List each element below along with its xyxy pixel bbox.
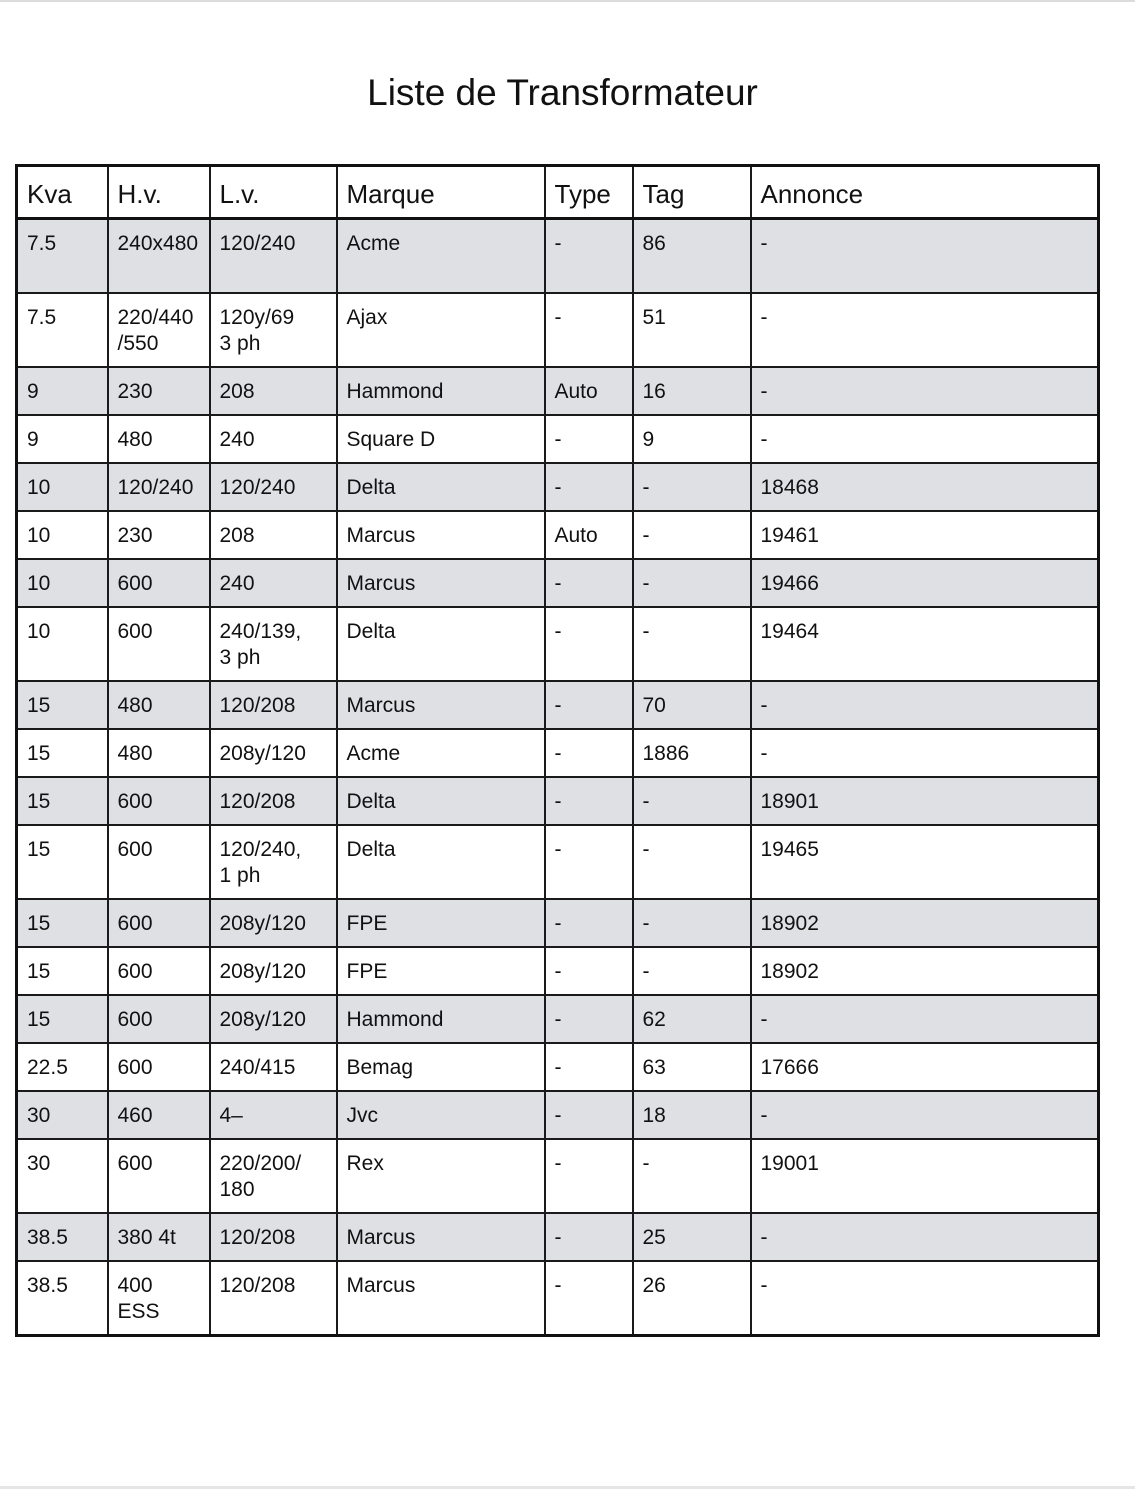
lv-cell: 208 — [210, 367, 337, 415]
lv-cell: 120/240, 1 ph — [210, 825, 337, 899]
marque-cell: FPE — [337, 899, 545, 947]
hv-cell: 600 — [108, 995, 210, 1043]
hv-cell: 380 4t — [108, 1213, 210, 1261]
marque-cell: FPE — [337, 947, 545, 995]
annonce-cell: 19466 — [751, 559, 1099, 607]
annonce-cell: - — [751, 219, 1099, 294]
tag-cell: - — [633, 511, 751, 559]
tag-cell: - — [633, 559, 751, 607]
column-header-lv: L.v. — [210, 166, 337, 219]
annonce-cell: 19461 — [751, 511, 1099, 559]
annonce-cell: - — [751, 995, 1099, 1043]
table-row — [17, 681, 1099, 729]
tag-cell: 63 — [633, 1043, 751, 1091]
table-row — [17, 899, 1099, 947]
marque-cell: Hammond — [337, 995, 545, 1043]
type-cell: - — [545, 1091, 633, 1139]
type-cell: Auto — [545, 367, 633, 415]
annonce-cell: 18468 — [751, 463, 1099, 511]
table-row — [17, 463, 1099, 511]
marque-cell: Marcus — [337, 1213, 545, 1261]
marque-cell: Acme — [337, 729, 545, 777]
table-row — [17, 947, 1099, 995]
table-row — [17, 729, 1099, 777]
table-row — [17, 1261, 1099, 1336]
hv-cell: 600 — [108, 607, 210, 681]
annonce-cell: 18902 — [751, 899, 1099, 947]
hv-cell: 230 — [108, 367, 210, 415]
lv-cell: 120/208 — [210, 1261, 337, 1336]
type-cell: - — [545, 995, 633, 1043]
table-body — [17, 219, 1099, 1336]
type-cell: - — [545, 777, 633, 825]
type-cell: - — [545, 947, 633, 995]
annonce-cell: 18902 — [751, 947, 1099, 995]
hv-cell: 480 — [108, 729, 210, 777]
kva-cell: 30 — [17, 1139, 108, 1213]
marque-cell: Jvc — [337, 1091, 545, 1139]
lv-cell: 208y/120 — [210, 729, 337, 777]
kva-cell: 15 — [17, 777, 108, 825]
hv-cell: 600 — [108, 559, 210, 607]
annonce-cell: 17666 — [751, 1043, 1099, 1091]
annonce-cell: 19465 — [751, 825, 1099, 899]
hv-cell: 460 — [108, 1091, 210, 1139]
kva-cell: 9 — [17, 367, 108, 415]
lv-cell: 208y/120 — [210, 899, 337, 947]
column-header-hv: H.v. — [108, 166, 210, 219]
table-row — [17, 607, 1099, 681]
kva-cell: 15 — [17, 899, 108, 947]
column-header-type: Type — [545, 166, 633, 219]
marque-cell: Marcus — [337, 559, 545, 607]
kva-cell: 10 — [17, 511, 108, 559]
tag-cell: 62 — [633, 995, 751, 1043]
table-row — [17, 825, 1099, 899]
table-row — [17, 415, 1099, 463]
annonce-cell: 19001 — [751, 1139, 1099, 1213]
kva-cell: 30 — [17, 1091, 108, 1139]
column-header-kva: Kva — [17, 166, 108, 219]
tag-cell: 18 — [633, 1091, 751, 1139]
annonce-cell: - — [751, 415, 1099, 463]
table-header-row — [17, 166, 1099, 219]
type-cell: - — [545, 1139, 633, 1213]
marque-cell: Acme — [337, 219, 545, 294]
hv-cell: 120/240 — [108, 463, 210, 511]
tag-cell: - — [633, 1139, 751, 1213]
type-cell: - — [545, 607, 633, 681]
kva-cell: 15 — [17, 681, 108, 729]
lv-cell: 220/200/ 180 — [210, 1139, 337, 1213]
marque-cell: Delta — [337, 825, 545, 899]
type-cell: - — [545, 681, 633, 729]
marque-cell: Hammond — [337, 367, 545, 415]
marque-cell: Marcus — [337, 511, 545, 559]
annonce-cell: - — [751, 729, 1099, 777]
marque-cell: Ajax — [337, 293, 545, 367]
type-cell: - — [545, 415, 633, 463]
type-cell: - — [545, 293, 633, 367]
lv-cell: 120/240 — [210, 463, 337, 511]
lv-cell: 120/240 — [210, 219, 337, 294]
table-row — [17, 293, 1099, 367]
type-cell: - — [545, 899, 633, 947]
lv-cell: 120/208 — [210, 681, 337, 729]
kva-cell: 10 — [17, 559, 108, 607]
annonce-cell: - — [751, 293, 1099, 367]
hv-cell: 600 — [108, 825, 210, 899]
hv-cell: 600 — [108, 1139, 210, 1213]
table-row — [17, 511, 1099, 559]
lv-cell: 208y/120 — [210, 947, 337, 995]
table-row — [17, 559, 1099, 607]
annonce-cell: - — [751, 1213, 1099, 1261]
hv-cell: 230 — [108, 511, 210, 559]
lv-cell: 120y/69 3 ph — [210, 293, 337, 367]
lv-cell: 240 — [210, 415, 337, 463]
type-cell: - — [545, 1043, 633, 1091]
kva-cell: 38.5 — [17, 1261, 108, 1336]
hv-cell: 600 — [108, 899, 210, 947]
hv-cell: 400 ESS — [108, 1261, 210, 1336]
kva-cell: 38.5 — [17, 1213, 108, 1261]
page-title: Liste de Transformateur — [367, 72, 758, 113]
tag-cell: 16 — [633, 367, 751, 415]
tag-cell: - — [633, 463, 751, 511]
table-row — [17, 1213, 1099, 1261]
tag-cell: 25 — [633, 1213, 751, 1261]
hv-cell: 600 — [108, 1043, 210, 1091]
lv-cell: 120/208 — [210, 777, 337, 825]
tag-cell: - — [633, 947, 751, 995]
tag-cell: 70 — [633, 681, 751, 729]
table-row — [17, 1139, 1099, 1213]
annonce-cell: 19464 — [751, 607, 1099, 681]
kva-cell: 7.5 — [17, 219, 108, 294]
table-row — [17, 777, 1099, 825]
kva-cell: 9 — [17, 415, 108, 463]
kva-cell: 10 — [17, 463, 108, 511]
tag-cell: 51 — [633, 293, 751, 367]
kva-cell: 15 — [17, 729, 108, 777]
annonce-cell: - — [751, 681, 1099, 729]
kva-cell: 22.5 — [17, 1043, 108, 1091]
hv-cell: 600 — [108, 947, 210, 995]
marque-cell: Square D — [337, 415, 545, 463]
lv-cell: 240/139, 3 ph — [210, 607, 337, 681]
tag-cell: - — [633, 607, 751, 681]
type-cell: - — [545, 559, 633, 607]
tag-cell: - — [633, 825, 751, 899]
marque-cell: Delta — [337, 607, 545, 681]
marque-cell: Delta — [337, 463, 545, 511]
column-header-marque: Marque — [337, 166, 545, 219]
hv-cell: 240x480 — [108, 219, 210, 294]
table-row — [17, 367, 1099, 415]
table-row — [17, 1091, 1099, 1139]
transformer-table — [15, 164, 1100, 1337]
tag-cell: 9 — [633, 415, 751, 463]
hv-cell: 480 — [108, 681, 210, 729]
top-divider — [0, 0, 1135, 2]
column-header-annonce: Annonce — [751, 166, 1099, 219]
type-cell: - — [545, 219, 633, 294]
type-cell: - — [545, 1213, 633, 1261]
annonce-cell: 18901 — [751, 777, 1099, 825]
type-cell: - — [545, 825, 633, 899]
lv-cell: 208 — [210, 511, 337, 559]
lv-cell: 4– — [210, 1091, 337, 1139]
kva-cell: 15 — [17, 995, 108, 1043]
table-row — [17, 1043, 1099, 1091]
type-cell: - — [545, 1261, 633, 1336]
table-row — [17, 219, 1099, 294]
column-header-tag: Tag — [633, 166, 751, 219]
hv-cell: 480 — [108, 415, 210, 463]
annonce-cell: - — [751, 1261, 1099, 1336]
annonce-cell: - — [751, 1091, 1099, 1139]
tag-cell: 86 — [633, 219, 751, 294]
lv-cell: 208y/120 — [210, 995, 337, 1043]
kva-cell: 10 — [17, 607, 108, 681]
lv-cell: 240 — [210, 559, 337, 607]
type-cell: Auto — [545, 511, 633, 559]
kva-cell: 15 — [17, 825, 108, 899]
table-row — [17, 995, 1099, 1043]
hv-cell: 600 — [108, 777, 210, 825]
marque-cell: Marcus — [337, 681, 545, 729]
marque-cell: Delta — [337, 777, 545, 825]
type-cell: - — [545, 729, 633, 777]
marque-cell: Rex — [337, 1139, 545, 1213]
tag-cell: - — [633, 777, 751, 825]
lv-cell: 120/208 — [210, 1213, 337, 1261]
kva-cell: 15 — [17, 947, 108, 995]
lv-cell: 240/415 — [210, 1043, 337, 1091]
type-cell: - — [545, 463, 633, 511]
annonce-cell: - — [751, 367, 1099, 415]
tag-cell: 26 — [633, 1261, 751, 1336]
marque-cell: Marcus — [337, 1261, 545, 1336]
marque-cell: Bemag — [337, 1043, 545, 1091]
tag-cell: - — [633, 899, 751, 947]
kva-cell: 7.5 — [17, 293, 108, 367]
tag-cell: 1886 — [633, 729, 751, 777]
hv-cell: 220/440 /550 — [108, 293, 210, 367]
